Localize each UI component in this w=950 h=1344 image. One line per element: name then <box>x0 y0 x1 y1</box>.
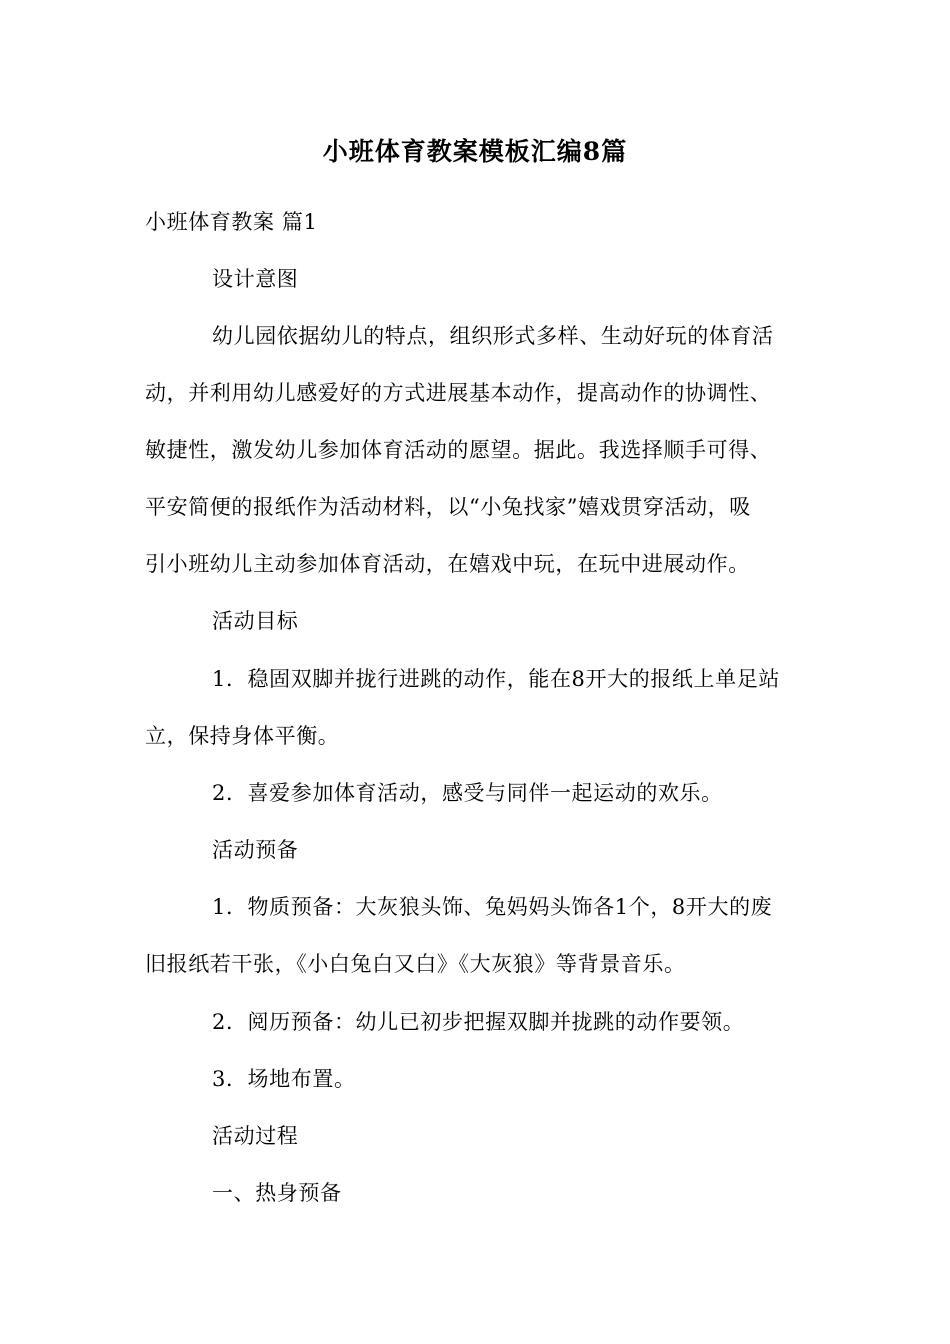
list-item-line: 立，保持身体平衡。 <box>145 724 340 748</box>
list-item-line: 1．稳固双脚并拢行进跳的动作，能在8开大的报纸上单足站 <box>212 667 780 691</box>
list-item-line: 2．喜爱参加体育活动，感受与同伴一起运动的欢乐。 <box>212 781 723 805</box>
subheading-activity-goals: 活动目标 <box>212 609 299 633</box>
paragraph-line: 敏捷性，激发幼儿参加体育活动的愿望。据此。我选择顺手可得、 <box>145 438 772 462</box>
document-title: 小班体育教案模板汇编8篇 <box>322 137 628 166</box>
list-item-line: 3．场地布置。 <box>212 1067 356 1091</box>
paragraph-line: 引小班幼儿主动参加体育活动，在嬉戏中玩，在玩中进展动作。 <box>145 552 750 576</box>
paragraph-line: 幼儿园依据幼儿的特点，组织形式多样、生动好玩的体育活 <box>212 324 774 348</box>
subheading-activity-process: 活动过程 <box>212 1124 299 1148</box>
subheading-activity-preparation: 活动预备 <box>212 838 299 862</box>
list-item-line: 1．物质预备：大灰狼头饰、兔妈妈头饰各1个，8开大的废 <box>212 895 773 919</box>
subheading-design-intent: 设计意图 <box>212 267 299 291</box>
paragraph-line: 动，并利用幼儿感爱好的方式进展基本动作，提高动作的协调性、 <box>145 381 772 405</box>
list-item-line: 2．阅历预备：幼儿已初步把握双脚并拢跳的动作要领。 <box>212 1010 745 1034</box>
list-item-line: 旧报纸若干张，《小白兔白又白》《大灰狼》等背景音乐。 <box>145 952 686 976</box>
section-heading: 小班体育教案 篇1 <box>145 210 318 234</box>
subheading-warmup: 一、热身预备 <box>212 1181 342 1205</box>
paragraph-line: 平安简便的报纸作为活动材料，以“小兔找家”嬉戏贯穿活动，吸 <box>145 495 751 519</box>
